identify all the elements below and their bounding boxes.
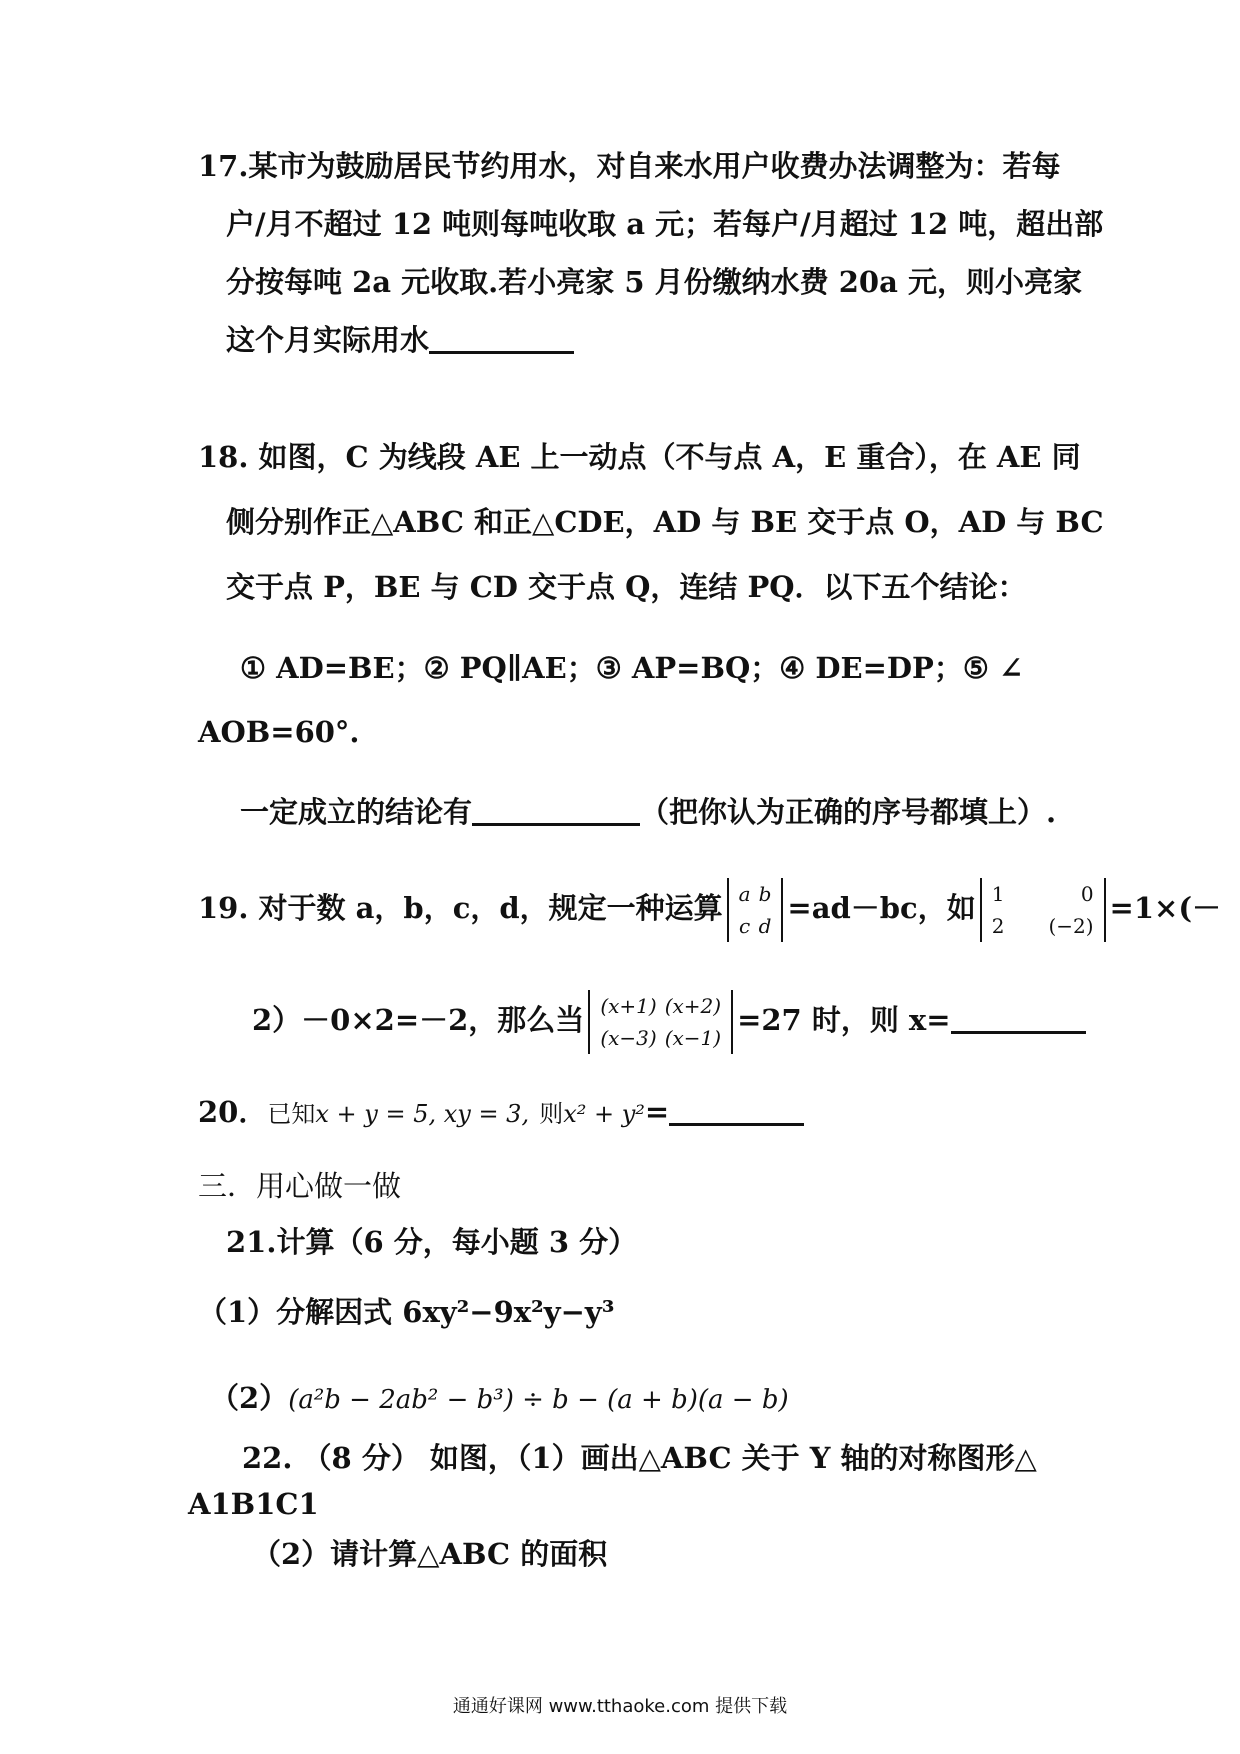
q21-part-2 — [210, 1378, 789, 1420]
q20-answer-blank[interactable] — [669, 1093, 804, 1126]
q18-line-3: 交于点 P，BE 与 CD 交于点 Q，连结 PQ．以下五个结论： — [226, 570, 1027, 604]
q19-mid: =ad－bc，如 — [787, 891, 976, 925]
q20-math-b: x² + y² — [563, 1100, 645, 1128]
q22-line-3: （2）请计算△ABC 的面积 — [252, 1537, 608, 1571]
q21-part-2-label: （2） — [210, 1381, 289, 1415]
q18-text-b: （把你认为正确的序号都填上）. — [640, 795, 1057, 829]
q19-answer-blank[interactable] — [951, 1001, 1086, 1034]
q19-line2-suffix: =27 时，则 x= — [737, 1003, 951, 1037]
q18-line-4: ① AD=BE；② PQ∥AE；③ AP=BQ；④ DE=DP；⑤ ∠ — [240, 651, 1024, 685]
q18-answer-blank[interactable] — [472, 793, 640, 826]
q19-line-1 — [198, 878, 1221, 942]
q17-line-4 — [226, 320, 574, 360]
q20-number: 20． — [198, 1095, 268, 1129]
q19-prefix: 19. 对于数 a，b，c，d，规定一种运算 — [198, 891, 723, 925]
q20-text-b: 则 — [539, 1100, 564, 1128]
q17-text: 这个月实际用水 — [226, 323, 430, 357]
q18-line-5: AOB=60°. — [198, 715, 360, 749]
q22-line-2: A1B1C1 — [188, 1487, 319, 1521]
q20-line — [198, 1092, 804, 1134]
q19-line2-prefix: 2）－0×2=－2，那么当 — [252, 1003, 585, 1037]
q20-text-c: = — [644, 1095, 670, 1129]
section-3-title: 三．用心做一做 — [198, 1169, 402, 1203]
q19-suffix: =1×(－ — [1109, 891, 1222, 925]
footer-credit: 通通好课网 www.tthaoke.com 提供下载 — [452, 1696, 788, 1717]
q18-line-1: 18. 如图，C 为线段 AE 上一动点（不与点 A，E 重合），在 AE 同 — [198, 440, 1081, 474]
q17-answer-blank[interactable] — [429, 321, 574, 354]
q21-part-1: （1）分解因式 6xy²−9x²y−y³ — [198, 1295, 615, 1329]
q19-line-2 — [252, 990, 1086, 1054]
q20-math-a: x + y = 5, xy = 3, — [315, 1100, 530, 1128]
q21-part-2-expression: (a²b − 2ab² − b³) ÷ b − (a + b)(a − b) — [288, 1385, 789, 1415]
q21-title: 21.计算（6 分，每小题 3 分） — [226, 1225, 638, 1259]
q20-text-a: 已知 — [267, 1100, 316, 1128]
q18-text-a: 一定成立的结论有 — [240, 795, 473, 829]
q22-line-1: 22. （8 分） 如图，（1）画出△ABC 关于 Y 轴的对称图形△ — [242, 1441, 1037, 1475]
q18-line-2: 侧分别作正△ABC 和正△CDE，AD 与 BE 交于点 O，AD 与 BC — [226, 505, 1104, 539]
determinant-example: 1 0 2 (−2) — [980, 878, 1106, 942]
q18-line-6 — [240, 792, 1056, 832]
q17-line-3: 分按每吨 2a 元收取.若小亮家 5 月份缴纳水费 20a 元，则小亮家 — [226, 265, 1082, 299]
determinant-x: (x+1) (x+2) (x−3) (x−1) — [588, 990, 733, 1054]
q17-line-1: 17.某市为鼓励居民节约用水，对自来水用户收费办法调整为：若每 — [198, 149, 1061, 183]
q17-line-2: 户/月不超过 12 吨则每吨收取 a 元；若每户/月超过 12 吨，超出部 — [226, 207, 1104, 241]
determinant-ad-bc: a b c d — [727, 878, 784, 942]
